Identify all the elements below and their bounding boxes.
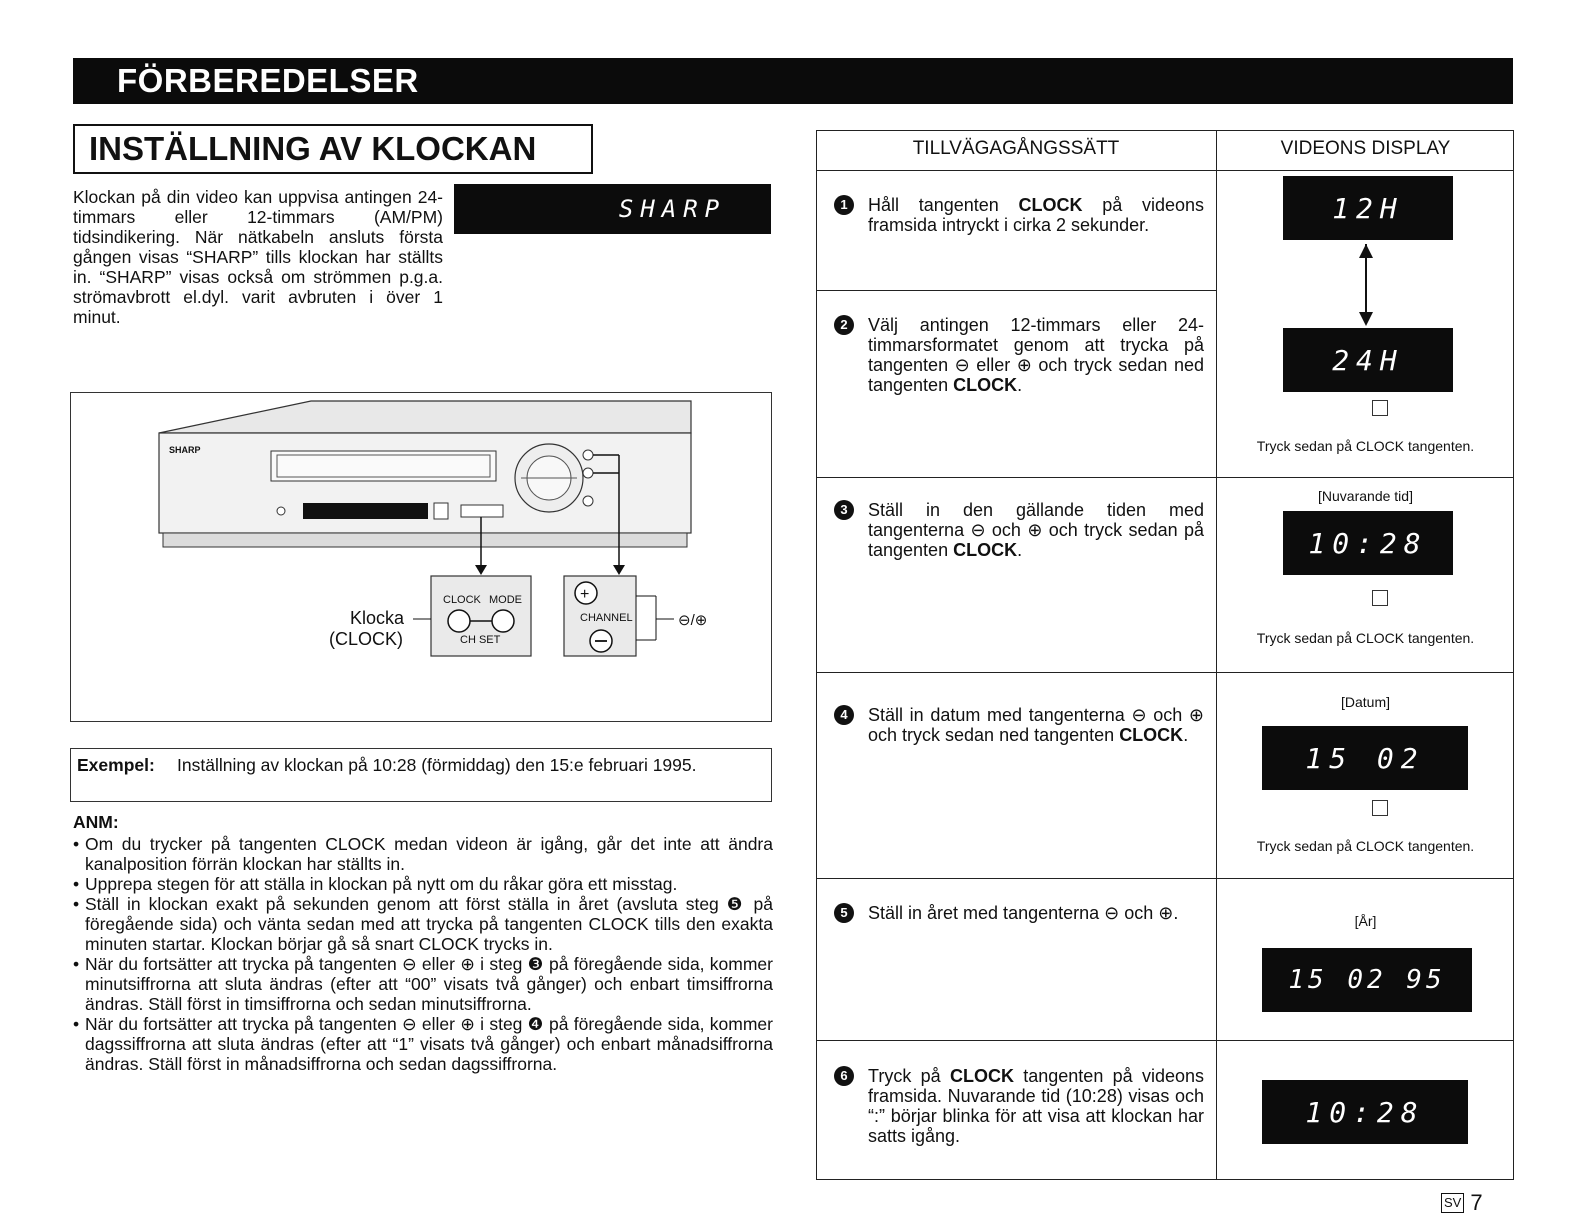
display-label: [År] — [1354, 913, 1377, 929]
panel-clock-label: CLOCK — [443, 594, 481, 606]
display-year: 15 02 95 — [1262, 948, 1472, 1012]
table-divider — [1216, 130, 1217, 1180]
hollow-arrow-icon — [1372, 800, 1388, 816]
table-row-divider — [816, 1040, 1514, 1041]
intro-paragraph: Klockan på din video kan uppvisa antingen 24-timmars eller 12-timmars (AM/PM) tidsindikering. När nätkabeln ansluts första gången visas “SHARP” tills klockan har ställts in. “SHARP” visas också om strömmen p.g.a. strömavbrott el.dyl. varit avbruten i över 1 minut. — [73, 187, 443, 327]
display-label: [Nuvarande tid] — [1318, 488, 1413, 504]
step-number: 5 — [834, 903, 854, 923]
display-24h: 24H — [1283, 328, 1453, 392]
step-number: 2 — [834, 315, 854, 335]
table-row-divider — [816, 477, 1514, 478]
hollow-arrow-icon — [1372, 400, 1388, 416]
panel-channel-label: CHANNEL — [580, 612, 633, 624]
vcr-drawing — [71, 393, 771, 721]
step-5-text: Ställ in året med tangenterna ⊖ och ⊕. — [868, 903, 1179, 923]
sharp-display-text: SHARP — [618, 195, 727, 223]
procedure-table — [816, 130, 1514, 1180]
step-number: 4 — [834, 705, 854, 725]
table-row-divider — [816, 170, 1514, 171]
note-item: • När du fortsätter att trycka på tangenten ⊖ eller ⊕ i steg ❸ på föregående sida, kommer minutsiffrorna att sluta ändras (efter att “00” visats två gånger) och enbart timsiffrorna ändras. Ställ först in timsiffrorna och sedan minutsiffrorna. — [73, 954, 773, 1014]
clock-callout-sub: (CLOCK) — [329, 629, 404, 649]
language-badge: SV — [1441, 1193, 1464, 1213]
example-text: Inställning av klockan på 10:28 (förmiddag) den 15:e februari 1995. — [177, 755, 697, 775]
step-1-text: Håll tangenten CLOCK på videons framsida intryckt i cirka 2 sekunder. — [868, 195, 1204, 235]
note-item: • Ställ in klockan exakt på sekunden genom att först ställa in året (avsluta steg ❺ på föregående sida) och vänta sedan med att trycka på tangenten CLOCK tills den exakta minuten startar. Klockan börjar gå så snart CLOCK trycks in. — [73, 894, 773, 954]
step-caption: Tryck sedan på CLOCK tangenten. — [1256, 838, 1475, 854]
column-header-display: VIDEONS DISPLAY — [1280, 138, 1451, 159]
column-header-procedure: TILLVÄGAGÅNGSSÄTT — [912, 138, 1120, 159]
step-number: 1 — [834, 195, 854, 215]
page-number: 7 — [1470, 1190, 1483, 1215]
note-item: • Upprepa stegen för att ställa in klockan på nytt om du råkar göra ett misstag. — [73, 874, 773, 894]
notes-title: ANM: — [73, 812, 119, 832]
panel-chset-label: CH SET — [460, 634, 501, 646]
clock-callout: Klocka — [350, 608, 405, 628]
panel-mode-label: MODE — [489, 594, 522, 606]
display-date: 15 02 — [1262, 726, 1468, 790]
chapter-header: FÖRBEREDELSER — [73, 58, 1513, 104]
hollow-arrow-icon — [1372, 590, 1388, 606]
example-label: Exempel: — [77, 755, 155, 775]
display-label: [Datum] — [1340, 694, 1390, 710]
display-time: 10:28 — [1283, 511, 1453, 575]
sharp-display — [454, 184, 771, 234]
step-4-text: Ställ in datum med tangenterna ⊖ och ⊕ och tryck sedan ned tangenten CLOCK. — [868, 705, 1204, 745]
table-row-divider — [816, 878, 1514, 879]
note-item: • När du fortsätter att trycka på tangenten ⊖ eller ⊕ i steg ❹ på föregående sida, kommer dagssiffrorna att sluta ändras (efter att “1” visats två gånger) och enbart månadsiffrorna ändras. Ställ först in månadsiffrorna och sedan dagssiffrorna. — [73, 1014, 773, 1074]
step-6-text: Tryck på CLOCK tangenten på videons framsida. Nuvarande tid (10:28) visas och “:” börjar blinka för att visa att klockan har satts igång. — [868, 1066, 1204, 1146]
minus-plus-label: ⊖/⊕ — [678, 612, 708, 629]
section-title: INSTÄLLNING AV KLOCKAN — [73, 124, 593, 174]
display-running-clock: 10:28 — [1262, 1080, 1468, 1144]
arrow-up-icon — [1359, 244, 1373, 258]
step-caption: Tryck sedan på CLOCK tangenten. — [1256, 630, 1475, 646]
step-number: 6 — [834, 1066, 854, 1086]
display-12h: 12H — [1283, 176, 1453, 240]
table-row-divider — [816, 672, 1514, 673]
page-footer — [1441, 1190, 1483, 1216]
notes-list — [73, 834, 773, 1074]
step-2-text: Välj antingen 12-timmars eller 24-timmarsformatet genom att trycka på tangenten ⊖ eller ⊕ och tryck sedan ned tangenten CLOCK. — [868, 315, 1204, 395]
step-number: 3 — [834, 500, 854, 520]
example-box — [70, 748, 772, 802]
note-item: • Om du trycker på tangenten CLOCK medan videon är igång, går det inte att ändra kanalposition förrän klockan har ställts in. — [73, 834, 773, 874]
plus-glyph: + — [580, 586, 590, 603]
vcr-illustration — [70, 392, 772, 722]
table-row-divider — [816, 290, 1216, 291]
vcr-brand: SHARP — [169, 445, 201, 455]
step-caption: Tryck sedan på CLOCK tangenten. — [1256, 438, 1475, 454]
step-3-text: Ställ in den gällande tiden med tangenterna ⊖ och ⊕ och tryck sedan på tangenten CLOCK. — [868, 500, 1204, 560]
arrow-down-icon — [1359, 312, 1373, 326]
